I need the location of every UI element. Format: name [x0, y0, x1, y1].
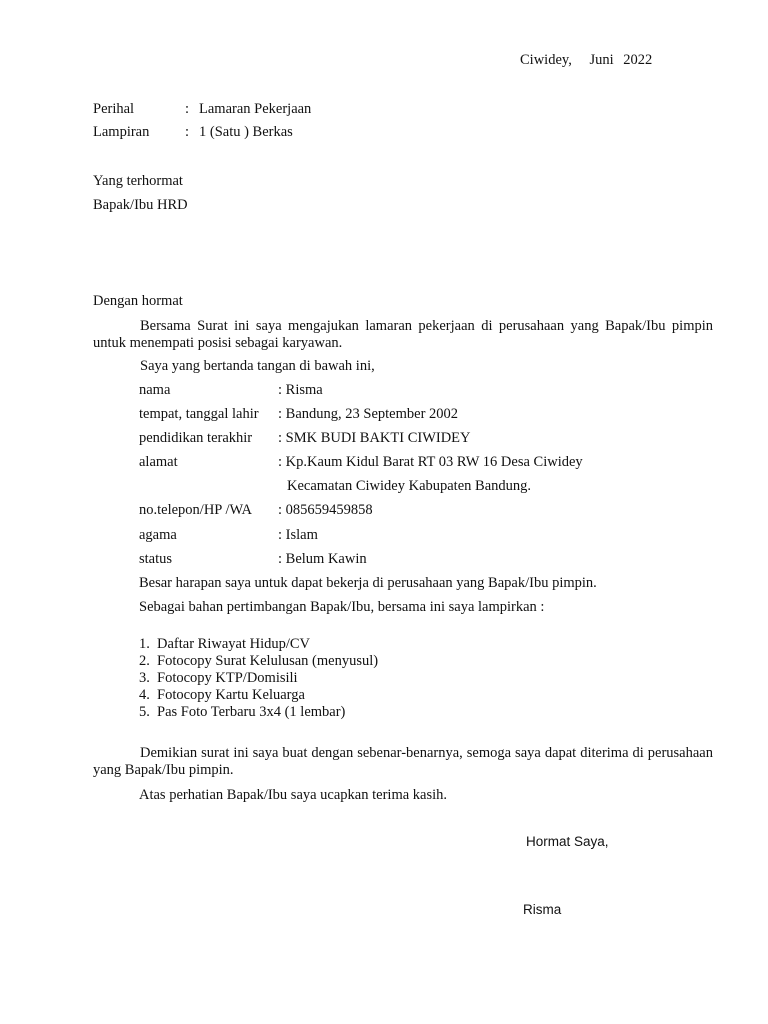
attachment-text: Daftar Riwayat Hidup/CV: [157, 636, 311, 652]
detail-phone-value: : 085659459858: [278, 502, 373, 518]
detail-religion-label: agama: [139, 527, 177, 543]
recipient-line1: Yang terhormat: [93, 173, 183, 189]
detail-name-label: nama: [139, 382, 171, 398]
attachment-item: [139, 670, 378, 687]
signoff: Hormat Saya,: [526, 834, 609, 849]
date-line: [520, 52, 652, 69]
attachment-text: Pas Foto Terbaru 3x4 (1 lembar): [157, 704, 346, 720]
attachment-item: [139, 687, 378, 704]
detail-address-value-line2: Kecamatan Ciwidey Kabupaten Bandung.: [287, 478, 532, 494]
detail-address-label: alamat: [139, 454, 178, 470]
detail-status-label: status: [139, 551, 173, 567]
attachment-item: [139, 653, 378, 670]
attachment-text: Fotocopy KTP/Domisili: [157, 670, 298, 686]
detail-birth-value: : Bandung, 23 September 2002: [278, 406, 459, 422]
subject-value: Lamaran Pekerjaan: [199, 101, 312, 117]
attachment-number: 4.: [139, 687, 150, 703]
attachment-item: [139, 636, 378, 653]
subject-label: Perihal: [93, 101, 135, 117]
attachment-value: 1 (Satu ) Berkas: [199, 124, 293, 140]
detail-education-value: : SMK BUDI BAKTI CIWIDEY: [278, 430, 471, 446]
date-month: Juni: [589, 52, 614, 68]
detail-birth-label: tempat, tanggal lahir: [139, 406, 259, 422]
recipient-line2: Bapak/Ibu HRD: [93, 197, 188, 213]
thanks-text: Atas perhatian Bapak/Ibu saya ucapkan terima kasih.: [139, 787, 448, 803]
detail-phone-label: no.telepon/HP /WA: [139, 502, 253, 518]
signer-name: Risma: [523, 902, 562, 917]
attachment-item: [139, 704, 378, 721]
detail-education-label: pendidikan terakhir: [139, 430, 253, 446]
subject-separator: :: [185, 101, 190, 117]
attachment-number: 5.: [139, 704, 150, 720]
intro-paragraph: Bersama Surat ini saya mengajukan lamaran pekerjaan di perusahaan yang Bapak/Ibu pimpin untuk menempati posisi sebagai karyawan.: [93, 318, 713, 351]
closing-paragraph: Demikian surat ini saya buat dengan sebenar-benarnya, semoga saya dapat diterima di perusahaan yang Bapak/Ibu pimpin.: [93, 745, 713, 778]
detail-status-value: : Belum Kawin: [278, 551, 367, 567]
attachment-label: Lampiran: [93, 124, 150, 140]
attachment-number: 3.: [139, 670, 150, 686]
date-place: Ciwidey,: [520, 52, 572, 68]
hope-text: Besar harapan saya untuk dapat bekerja di perusahaan yang Bapak/Ibu pimpin.: [139, 575, 597, 591]
detail-address-value: : Kp.Kaum Kidul Barat RT 03 RW 16 Desa Ciwidey: [278, 454, 583, 470]
attachments-intro: Sebagai bahan pertimbangan Bapak/Ibu, bersama ini saya lampirkan :: [139, 599, 545, 615]
detail-name-value: : Risma: [278, 382, 323, 398]
attachment-separator: :: [185, 124, 190, 140]
attachment-number: 1.: [139, 636, 150, 652]
greeting: Dengan hormat: [93, 293, 183, 309]
attachment-text: Fotocopy Surat Kelulusan (menyusul): [157, 653, 379, 669]
attachment-number: 2.: [139, 653, 150, 669]
attachments-list: [139, 636, 378, 721]
detail-religion-value: : Islam: [278, 527, 318, 543]
attachment-text: Fotocopy Kartu Keluarga: [157, 687, 305, 703]
statement-text: Saya yang bertanda tangan di bawah ini,: [140, 358, 375, 374]
date-year: 2022: [623, 52, 653, 68]
